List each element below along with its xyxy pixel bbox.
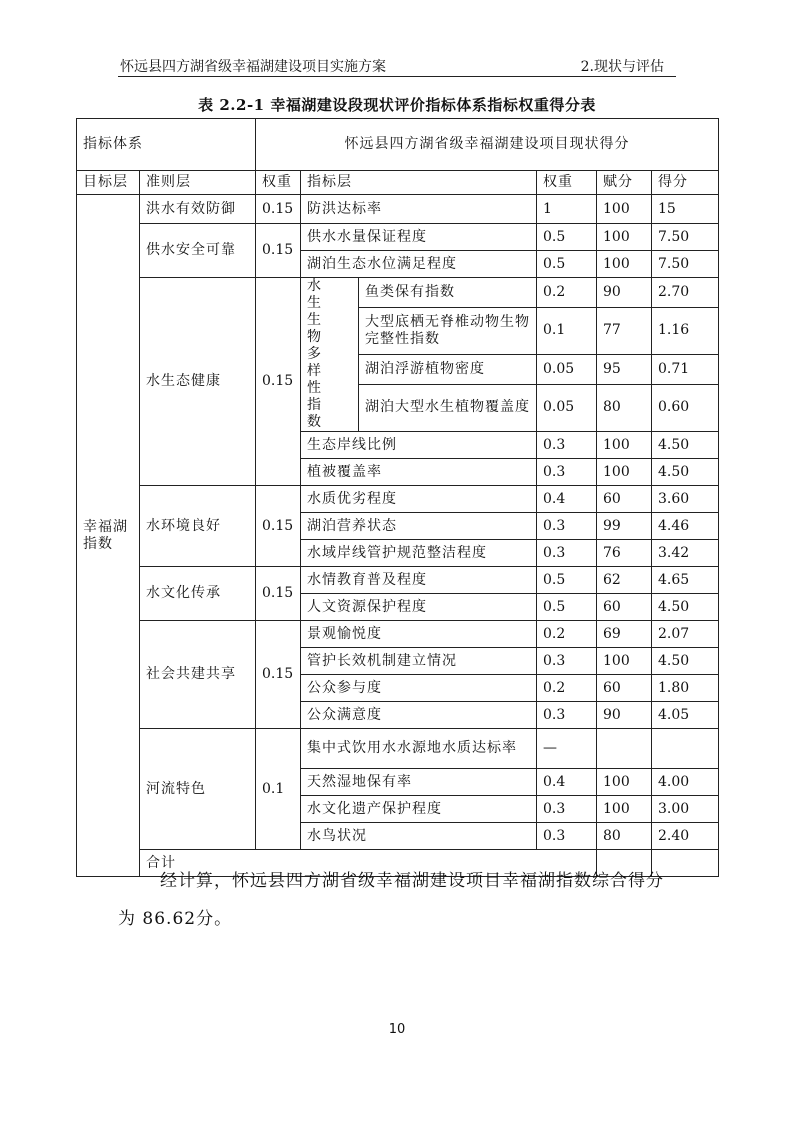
assign-cell: 100 [597, 648, 652, 675]
table-row [77, 567, 719, 594]
weight-cell: 0.3 [537, 648, 597, 675]
score-cell: 7.50 [652, 251, 719, 278]
weight-cell: 0.3 [537, 513, 597, 540]
score-cell: 2.40 [652, 823, 719, 850]
indicator-cell: 湖泊营养状态 [301, 513, 537, 540]
score-cell: 4.00 [652, 769, 719, 796]
table-caption: 表 2.2-1 幸福湖建设段现状评价指标体系指标权重得分表 [198, 96, 596, 114]
indicator-cell: 大型底栖无脊椎动物生物完整性指数 [359, 307, 537, 354]
page-header [118, 54, 676, 77]
col-indicator: 指标层 [301, 171, 537, 195]
assign-cell: 100 [597, 432, 652, 459]
criterion-cell: 水环境良好 [140, 486, 256, 567]
score-cell: 7.50 [652, 224, 719, 251]
weight-cell: 0.5 [537, 251, 597, 278]
col-target: 目标层 [77, 171, 140, 195]
indicator-cell: 湖泊大型水生植物覆盖度 [359, 384, 537, 431]
criterion-weight: 0.1 [256, 729, 301, 850]
assign-cell: 60 [597, 675, 652, 702]
header-section: 2.现状与评估 [580, 59, 664, 75]
weight-cell: 0.1 [537, 307, 597, 354]
table-row [77, 278, 719, 308]
indicator-cell: 植被覆盖率 [301, 459, 537, 486]
score-cell: 4.05 [652, 702, 719, 729]
score-cell: 1.16 [652, 307, 719, 354]
score-cell: 2.07 [652, 621, 719, 648]
assign-cell: 90 [597, 702, 652, 729]
weight-cell: 0.2 [537, 278, 597, 308]
score-cell [652, 729, 719, 769]
indicator-cell: 水文化遗产保护程度 [301, 796, 537, 823]
assign-cell: 60 [597, 486, 652, 513]
criterion-weight: 0.15 [256, 195, 301, 224]
weight-cell: 0.5 [537, 567, 597, 594]
weight-cell: 0.5 [537, 224, 597, 251]
weight-cell: 0.05 [537, 354, 597, 384]
indicator-cell: 供水水量保证程度 [301, 224, 537, 251]
weight-cell: 0.5 [537, 594, 597, 621]
indicator-cell: 景观愉悦度 [301, 621, 537, 648]
col-criterion: 准则层 [140, 171, 256, 195]
weight-cell: 0.3 [537, 823, 597, 850]
indicator-cell: 鱼类保有指数 [359, 278, 537, 308]
weight-cell: 0.4 [537, 769, 597, 796]
score-cell: 4.50 [652, 594, 719, 621]
criterion-cell: 水文化传承 [140, 567, 256, 621]
score-table [76, 118, 719, 877]
weight-cell: 0.3 [537, 459, 597, 486]
assign-cell [597, 729, 652, 769]
table-row [77, 224, 719, 251]
assign-cell: 95 [597, 354, 652, 384]
score-cell: 4.50 [652, 648, 719, 675]
weight-cell: 0.4 [537, 486, 597, 513]
criterion-cell: 供水安全可靠 [140, 224, 256, 278]
score-cell: 2.70 [652, 278, 719, 308]
assign-cell: 100 [597, 224, 652, 251]
score-cell: 3.60 [652, 486, 719, 513]
indicator-cell: 水域岸线管护规范整洁程度 [301, 540, 537, 567]
assign-cell: 80 [597, 823, 652, 850]
indicator-cell: 公众参与度 [301, 675, 537, 702]
score-cell: 3.00 [652, 796, 719, 823]
col-weight2: 权重 [537, 171, 597, 195]
criterion-cell: 河流特色 [140, 729, 256, 850]
assign-cell: 100 [597, 251, 652, 278]
header-title: 怀远县四方湖省级幸福湖建设项目实施方案 [120, 59, 386, 75]
total-label: 合计 [140, 850, 597, 877]
score-cell: 3.42 [652, 540, 719, 567]
score-cell: 15 [652, 195, 719, 224]
score-cell: 4.50 [652, 432, 719, 459]
weight-cell: 0.2 [537, 675, 597, 702]
assign-cell: 99 [597, 513, 652, 540]
weight-cell: — [537, 729, 597, 769]
score-cell: 1.80 [652, 675, 719, 702]
table-row [77, 621, 719, 648]
criterion-weight: 0.15 [256, 224, 301, 278]
criterion-weight: 0.15 [256, 567, 301, 621]
assign-cell: 69 [597, 621, 652, 648]
assign-cell: 60 [597, 594, 652, 621]
weight-cell: 0.3 [537, 702, 597, 729]
weight-cell: 0.3 [537, 796, 597, 823]
weight-cell: 0.2 [537, 621, 597, 648]
indicator-cell: 水质优劣程度 [301, 486, 537, 513]
indicator-cell: 湖泊浮游植物密度 [359, 354, 537, 384]
assign-cell: 100 [597, 195, 652, 224]
indicator-cell: 人文资源保护程度 [301, 594, 537, 621]
weight-cell: 0.05 [537, 384, 597, 431]
criterion-cell: 洪水有效防御 [140, 195, 256, 224]
indicator-cell: 防洪达标率 [301, 195, 537, 224]
indicator-cell: 生态岸线比例 [301, 432, 537, 459]
page-number: 10 [388, 1022, 406, 1037]
weight-cell: 1 [537, 195, 597, 224]
criterion-weight: 0.15 [256, 486, 301, 567]
header-project: 怀远县四方湖省级幸福湖建设项目现状得分 [256, 119, 719, 171]
indicator-cell: 管护长效机制建立情况 [301, 648, 537, 675]
assign-cell: 77 [597, 307, 652, 354]
weight-cell: 0.3 [537, 432, 597, 459]
score-cell: 4.65 [652, 567, 719, 594]
criterion-cell: 水生态健康 [140, 278, 256, 486]
score-cell: 0.71 [652, 354, 719, 384]
header-system: 指标体系 [77, 119, 256, 171]
indicator-cell: 公众满意度 [301, 702, 537, 729]
assign-cell: 100 [597, 769, 652, 796]
assign-cell: 76 [597, 540, 652, 567]
group-cell: 水生生物多样性指数 [301, 278, 359, 432]
table-row [77, 486, 719, 513]
indicator-cell: 天然湿地保有率 [301, 769, 537, 796]
assign-cell: 100 [597, 796, 652, 823]
criterion-cell: 社会共建共享 [140, 621, 256, 729]
assign-cell: 62 [597, 567, 652, 594]
score-cell: 0.60 [652, 384, 719, 431]
assign-cell: 100 [597, 459, 652, 486]
criterion-weight: 0.15 [256, 278, 301, 486]
summary-line-1: 经计算，怀远县四方湖省级幸福湖建设项目幸福湖指数综合得分 [160, 871, 664, 891]
assign-cell: 80 [597, 384, 652, 431]
indicator-cell: 水鸟状况 [301, 823, 537, 850]
summary-line-2: 为 86.62分。 [118, 909, 233, 929]
score-cell: 4.46 [652, 513, 719, 540]
score-cell: 4.50 [652, 459, 719, 486]
indicator-cell: 水情教育普及程度 [301, 567, 537, 594]
col-weight: 权重 [256, 171, 301, 195]
table-row [77, 195, 719, 224]
indicator-cell: 集中式饮用水水源地水质达标率 [301, 729, 537, 769]
col-assign: 赋分 [597, 171, 652, 195]
indicator-cell: 湖泊生态水位满足程度 [301, 251, 537, 278]
weight-cell: 0.3 [537, 540, 597, 567]
col-score: 得分 [652, 171, 719, 195]
assign-cell: 90 [597, 278, 652, 308]
criterion-weight: 0.15 [256, 621, 301, 729]
target-cell: 幸福湖指数 [77, 195, 140, 877]
table-row [77, 729, 719, 769]
